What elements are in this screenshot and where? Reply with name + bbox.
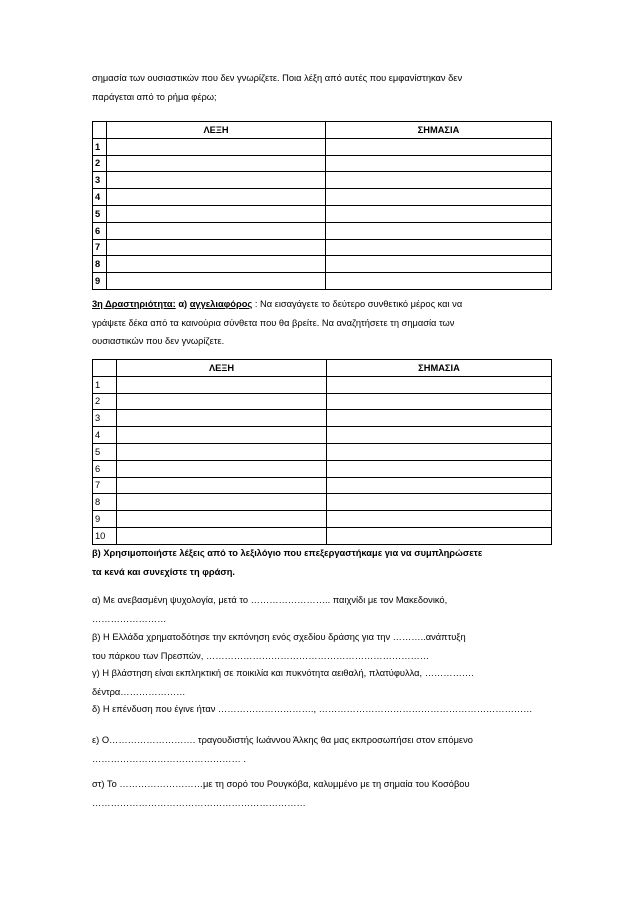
table-row — [93, 410, 552, 427]
table-header-word: ΛΕΞΗ — [117, 360, 327, 377]
meaning-cell[interactable] — [326, 172, 552, 189]
sentence-e — [92, 731, 552, 768]
word-cell[interactable] — [117, 527, 327, 544]
table-row — [93, 477, 552, 494]
row-number: 1 — [93, 376, 117, 393]
meaning-cell[interactable] — [326, 138, 552, 155]
row-number: 8 — [93, 256, 107, 273]
sentence-f — [92, 775, 552, 812]
sentence-a-line-1: α) Με ανεβασμένη ψυχολογία, μετά το …………………….. παιχνίδι με τον Μακεδονικό, — [92, 595, 448, 605]
table-row — [93, 189, 552, 206]
meaning-cell[interactable] — [327, 393, 552, 410]
word-cell[interactable] — [107, 239, 326, 256]
activity-3-line-3: ουσιαστικών που δεν γνωρίζετε. — [92, 336, 225, 346]
table-row — [93, 494, 552, 511]
word-cell[interactable] — [107, 205, 326, 222]
activity-3-part-a: α) — [178, 299, 188, 309]
activity-3-line-2: γράψετε δέκα από τα καινούρια σύνθετα που θα βρείτε. Να αναζητήσετε τη σημασία των — [92, 317, 455, 328]
table-row — [93, 155, 552, 172]
word-cell[interactable] — [107, 222, 326, 239]
row-number: 3 — [93, 410, 117, 427]
meaning-cell[interactable] — [327, 443, 552, 460]
word-cell[interactable] — [107, 138, 326, 155]
word-cell[interactable] — [117, 443, 327, 460]
table-header-meaning: ΣΗΜΑΣΙΑ — [327, 360, 552, 377]
meaning-cell[interactable] — [326, 189, 552, 206]
meaning-cell[interactable] — [326, 273, 552, 290]
word-cell[interactable] — [117, 460, 327, 477]
row-number: 4 — [93, 427, 117, 444]
row-number: 8 — [93, 494, 117, 511]
sentence-d — [92, 700, 552, 719]
table-row — [93, 443, 552, 460]
row-number: 10 — [93, 527, 117, 544]
row-number: 7 — [93, 477, 117, 494]
part-b-heading — [92, 544, 552, 581]
word-cell[interactable] — [107, 155, 326, 172]
sentence-e-line-1: ε) Ο………………………. τραγουδιστής Ιωάννου Άλκης θα μας εκπροσωπήσει στον επόμενο — [92, 735, 473, 745]
row-number: 5 — [93, 205, 107, 222]
row-number: 2 — [93, 393, 117, 410]
row-number: 4 — [93, 189, 107, 206]
sentence-b-line-1: β) Η Ελλάδα χρηματοδότησε την εκπόνηση ενός σχεδίου δράσης για την ………..ανάπτυξη — [92, 632, 466, 642]
meaning-cell[interactable] — [326, 205, 552, 222]
table-row — [93, 460, 552, 477]
row-number: 5 — [93, 443, 117, 460]
table-row — [93, 427, 552, 444]
sentence-c-line-2: δέντρα………………… — [92, 686, 186, 697]
table-row — [93, 256, 552, 273]
meaning-cell[interactable] — [327, 527, 552, 544]
table-header-num — [93, 360, 117, 377]
meaning-cell[interactable] — [327, 427, 552, 444]
table-row — [93, 172, 552, 189]
intro-line-2: παράγεται από το ρήμα φέρω; — [92, 91, 217, 102]
table-header-row — [93, 360, 552, 377]
word-cell[interactable] — [117, 427, 327, 444]
table-row — [93, 527, 552, 544]
activity-3-text: : Να εισαγάγετε το δεύτερο συνθετικό μέρος και να — [254, 299, 463, 309]
table-header-meaning: ΣΗΜΑΣΙΑ — [326, 122, 552, 139]
meaning-cell[interactable] — [326, 256, 552, 273]
sentence-a-line-2: …………………… — [92, 613, 167, 624]
sentence-f-line-1: στ) Το ………………………με τη σορό του Ρουγκόβα, καλυμμένο με τη σημαία του Κοσόβου — [92, 779, 470, 789]
row-number: 9 — [93, 511, 117, 528]
sentence-a — [92, 591, 552, 628]
sentence-d-line-1: δ) Η επένδυση που έγινε ήταν …………………………., …………………………………………………………… — [92, 704, 533, 714]
table-row — [93, 239, 552, 256]
word-cell[interactable] — [117, 376, 327, 393]
meaning-cell[interactable] — [327, 376, 552, 393]
sentence-f-line-2: …………………………………………………………… — [92, 797, 306, 808]
meaning-cell[interactable] — [327, 477, 552, 494]
table-header-row — [93, 122, 552, 139]
meaning-cell[interactable] — [326, 155, 552, 172]
table-row — [93, 511, 552, 528]
sentence-c-line-1: γ) Η βλάστηση είναι εκπληκτική σε ποικιλία και πυκνότητα αειθαλή, πλατύφυλλα, ……………. — [92, 668, 474, 678]
word-cell[interactable] — [117, 410, 327, 427]
words-table-2 — [92, 359, 552, 545]
table-row — [93, 393, 552, 410]
word-cell[interactable] — [117, 511, 327, 528]
word-cell[interactable] — [107, 189, 326, 206]
word-cell[interactable] — [107, 256, 326, 273]
row-number: 1 — [93, 138, 107, 155]
row-number: 9 — [93, 273, 107, 290]
word-cell[interactable] — [107, 273, 326, 290]
sentence-e-line-2: ………………………………………… . — [92, 753, 246, 764]
word-cell[interactable] — [107, 172, 326, 189]
intro-paragraph — [92, 69, 552, 106]
meaning-cell[interactable] — [327, 410, 552, 427]
activity-3-paragraph — [92, 295, 552, 351]
table-header-num — [93, 122, 107, 139]
row-number: 7 — [93, 239, 107, 256]
meaning-cell[interactable] — [327, 460, 552, 477]
word-cell[interactable] — [117, 477, 327, 494]
row-number: 2 — [93, 155, 107, 172]
table-row — [93, 273, 552, 290]
table-header-word: ΛΕΞΗ — [107, 122, 326, 139]
activity-3-label: 3η Δραστηριότητα: — [92, 299, 176, 309]
meaning-cell[interactable] — [326, 239, 552, 256]
table-row — [93, 222, 552, 239]
words-table-1 — [92, 121, 552, 290]
row-number: 6 — [93, 460, 117, 477]
part-b-line-1: β) Χρησιμοποιήστε λέξεις από το λεξιλόγιο που επεξεργαστήκαμε για να συμπληρώσετε — [92, 548, 483, 558]
intro-line-1: σημασία των ουσιαστικών που δεν γνωρίζετε. Ποια λέξη από αυτές που εμφανίστηκαν δεν — [92, 73, 463, 83]
sentence-b — [92, 628, 552, 665]
meaning-cell[interactable] — [326, 222, 552, 239]
activity-3-keyword: αγγελιαφόρος — [189, 299, 253, 309]
word-cell[interactable] — [117, 494, 327, 511]
row-number: 6 — [93, 222, 107, 239]
table-row — [93, 138, 552, 155]
meaning-cell[interactable] — [327, 511, 552, 528]
word-cell[interactable] — [117, 393, 327, 410]
sentence-c — [92, 664, 552, 701]
table-row — [93, 376, 552, 393]
sentence-b-line-2: του πάρκου των Πρεσπών, ……………………………………………………………… — [92, 650, 430, 661]
row-number: 3 — [93, 172, 107, 189]
table-row — [93, 205, 552, 222]
part-b-line-2: τα κενά και συνεχίστε τη φράση. — [92, 566, 235, 577]
meaning-cell[interactable] — [327, 494, 552, 511]
